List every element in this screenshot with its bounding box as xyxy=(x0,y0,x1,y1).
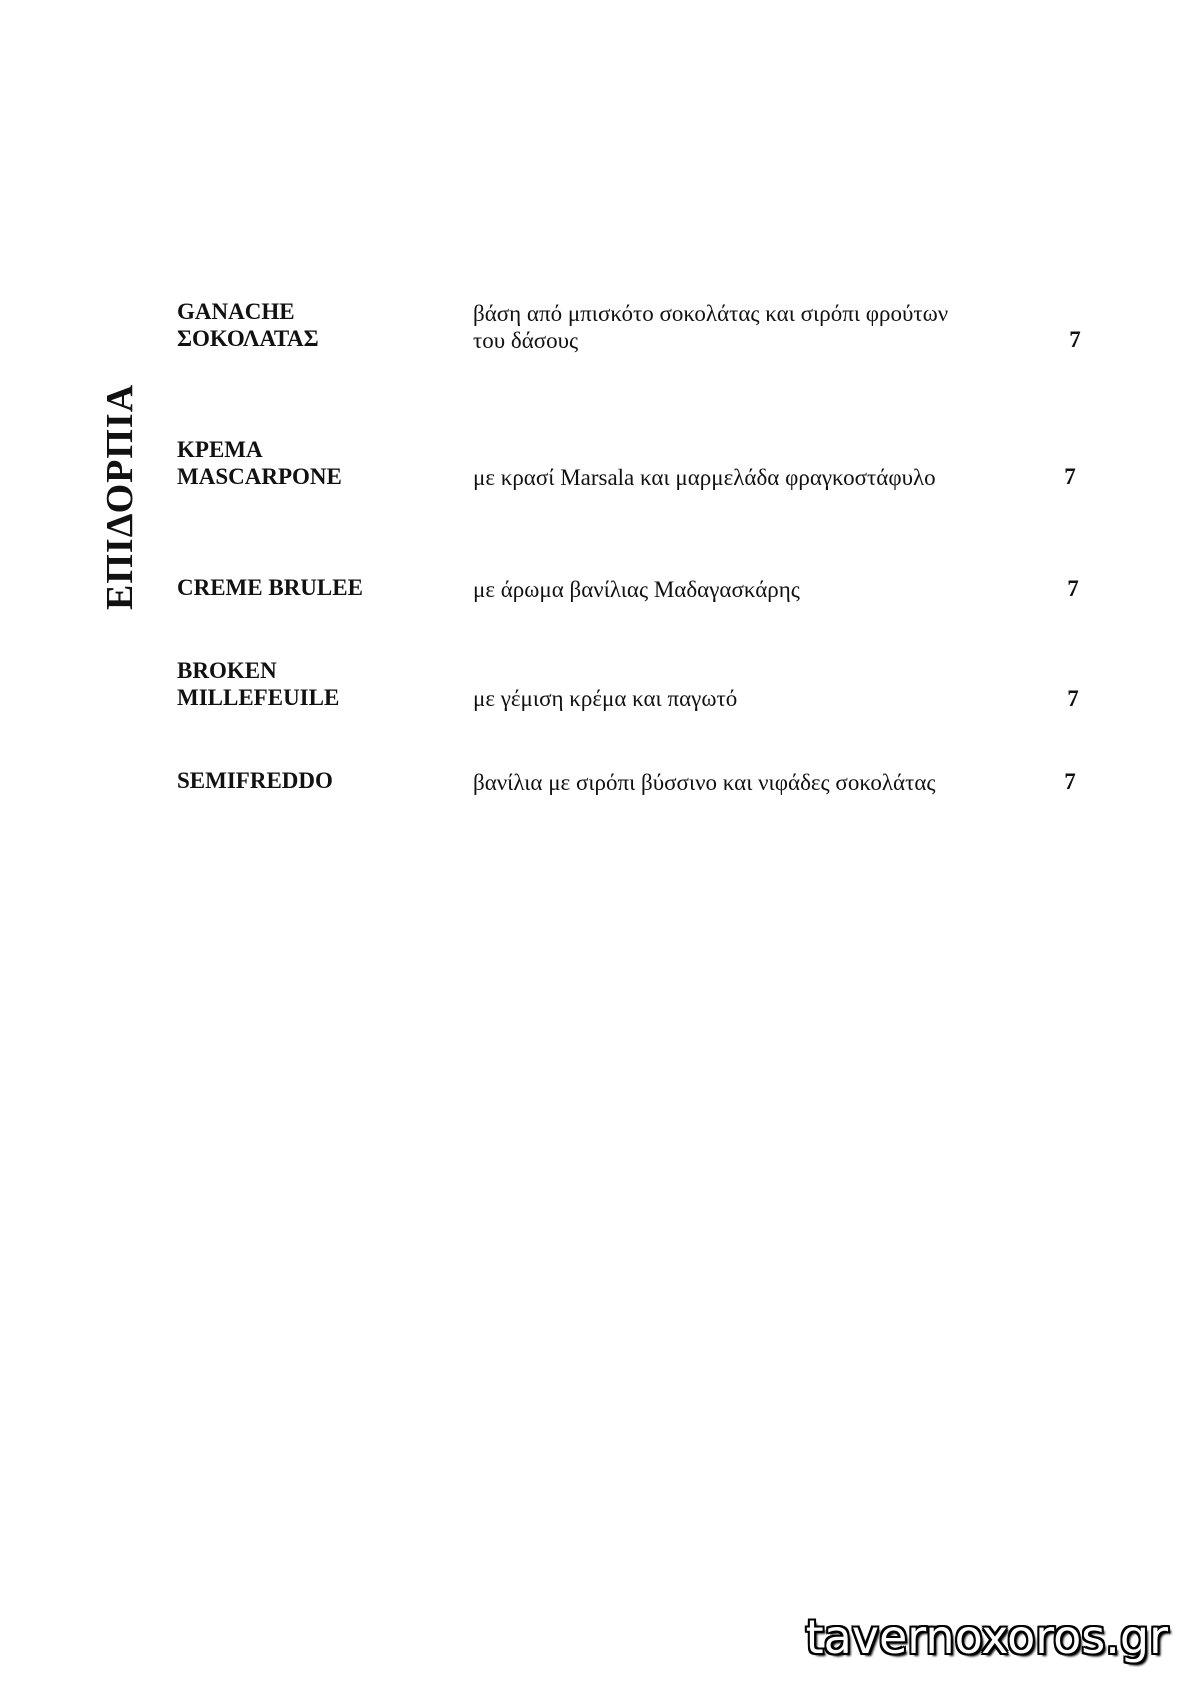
item-name-line: ΚΡΕΜΑ xyxy=(177,437,263,462)
item-description xyxy=(473,464,993,491)
item-description-line: με κρασί Marsala και μαρμελάδα φραγκοστάφυλο xyxy=(473,465,936,490)
item-name-line: SEMIFREDDO xyxy=(177,768,333,793)
item-price: 7 xyxy=(1067,686,1079,711)
item-description xyxy=(473,769,993,796)
watermark-logo: tavernoxoros.gr xyxy=(805,1610,1168,1664)
item-price: 7 xyxy=(1064,769,1076,794)
item-price: 7 xyxy=(1064,464,1076,489)
item-description-line: βανίλια με σιρόπι βύσσινο και νιφάδες σοκολάτας xyxy=(473,770,936,795)
item-name-line: CREME BRULEE xyxy=(177,575,363,600)
item-name-line: MASCARPONE xyxy=(177,464,342,489)
item-name xyxy=(177,767,447,794)
item-description xyxy=(473,300,993,354)
item-price: 7 xyxy=(1069,327,1081,352)
item-description xyxy=(473,685,993,712)
item-name xyxy=(177,298,447,352)
item-name xyxy=(177,436,447,490)
section-title: ΕΠΙΔΟΡΠΙΑ xyxy=(99,383,141,610)
item-description-line: με γέμιση κρέμα και παγωτό xyxy=(473,686,738,711)
item-price: 7 xyxy=(1067,576,1079,601)
item-description-line: με άρωμα βανίλιας Μαδαγασκάρης xyxy=(473,577,800,602)
item-name-line: MILLEFEUILE xyxy=(177,685,340,710)
item-description-line: βάση από μπισκότο σοκολάτας και σιρόπι φρούτων xyxy=(473,301,949,326)
item-name-line: GANACHE xyxy=(177,299,295,324)
item-description-line: του δάσους xyxy=(473,328,579,353)
item-name-line: BROKEN xyxy=(177,658,277,683)
item-description xyxy=(473,576,993,603)
item-name xyxy=(177,657,447,711)
item-name-line: ΣΟΚΟΛΑΤΑΣ xyxy=(177,326,319,351)
item-name xyxy=(177,574,447,601)
